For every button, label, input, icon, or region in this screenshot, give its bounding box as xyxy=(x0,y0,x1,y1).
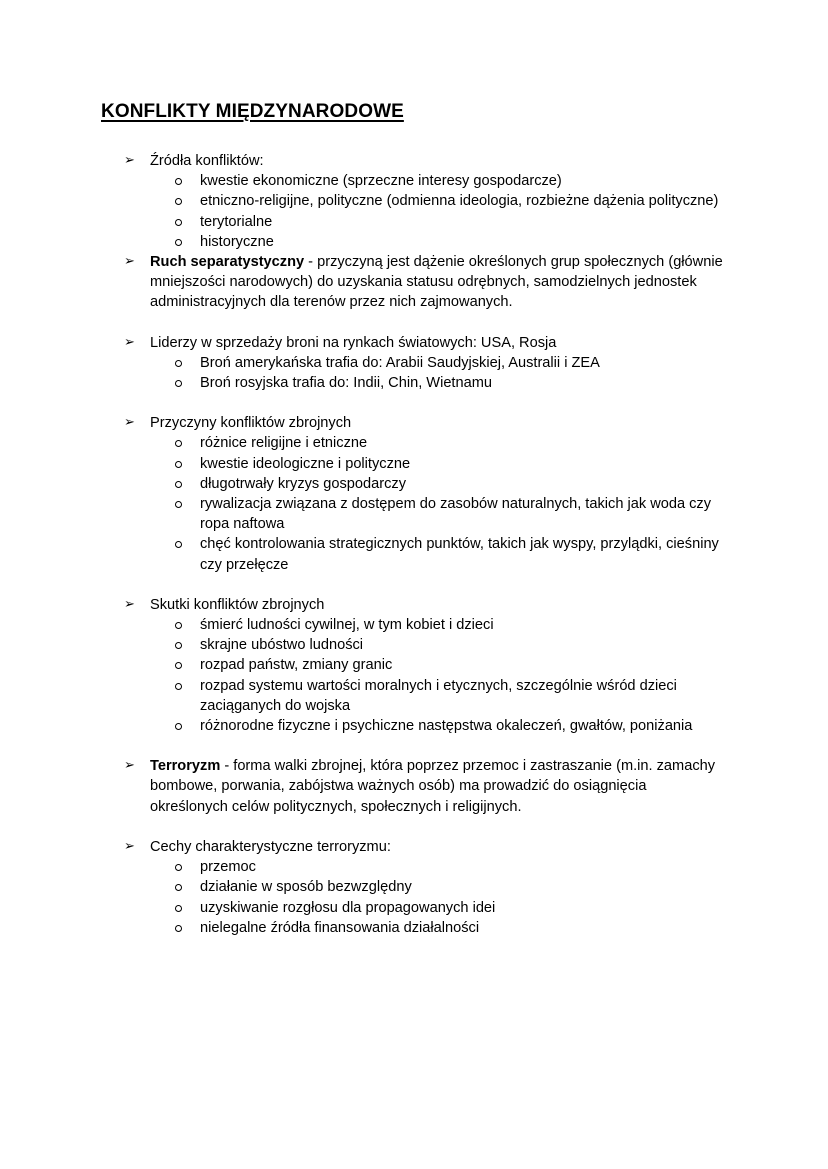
circle-bullet-icon xyxy=(175,642,182,649)
section-heading: Ruch separatystyczny - przyczyną jest dążenie określonych grup społecznych (głównie mniejszości narodowych) do uzyskania statusu odrębnych, samodzielnych jednostek administracyjnych dla terenów przez nich zajmowanych. xyxy=(150,254,723,311)
section-przyczyny-konfliktow xyxy=(124,413,724,575)
list-item: rozpad państw, zmiany granic xyxy=(200,655,724,675)
sub-list xyxy=(150,857,724,938)
list-item: uzyskiwanie rozgłosu dla propagowanych idei xyxy=(200,898,724,918)
list-item: rozpad systemu wartości moralnych i etycznych, szczególnie wśród dzieci zaciąganych do wojska xyxy=(200,676,724,716)
section-heading: Liderzy w sprzedaży broni na rynkach światowych: USA, Rosja xyxy=(150,334,557,351)
list-item: długotrwały kryzys gospodarczy xyxy=(200,474,724,494)
circle-bullet-icon xyxy=(175,501,182,508)
section-liderzy-broni xyxy=(124,333,724,394)
list-item: różnice religijne i etniczne xyxy=(200,433,724,453)
list-item: działanie w sposób bezwzględny xyxy=(200,877,724,897)
list-item: rywalizacja związana z dostępem do zasobów naturalnych, takich jak woda czy ropa naftowa xyxy=(200,494,724,534)
circle-bullet-icon xyxy=(175,541,182,548)
section-heading: Terroryzm - forma walki zbrojnej, która poprzez przemoc i zastraszanie (m.in. zamachy bombowe, porwania, zabójstwa ważnych osób) ma prowadzić do osiągnięcia określonych celów politycznych, społecznych i religijnych. xyxy=(150,758,716,815)
arrow-bullet-icon: ➢ xyxy=(124,596,135,612)
list-item: kwestie ekonomiczne (sprzeczne interesy gospodarcze) xyxy=(200,171,724,191)
sub-list xyxy=(150,171,724,252)
sub-list xyxy=(150,433,724,574)
list-item: terytorialne xyxy=(200,212,724,232)
circle-bullet-icon xyxy=(175,380,182,387)
circle-bullet-icon xyxy=(175,360,182,367)
circle-bullet-icon xyxy=(175,723,182,730)
circle-bullet-icon xyxy=(175,905,182,912)
section-heading: Źródła konfliktów: xyxy=(150,153,264,169)
section-heading: Cechy charakterystyczne terroryzmu: xyxy=(150,838,391,855)
circle-bullet-icon xyxy=(175,178,182,185)
circle-bullet-icon xyxy=(175,461,182,468)
section-skutki-konfliktow xyxy=(124,595,724,736)
arrow-bullet-icon: ➢ xyxy=(124,415,135,431)
section-heading: Skutki konfliktów zbrojnych xyxy=(150,596,325,613)
circle-bullet-icon xyxy=(175,219,182,226)
circle-bullet-icon xyxy=(175,925,182,932)
circle-bullet-icon xyxy=(175,864,182,871)
list-item: różnorodne fizyczne i psychiczne następstwa okaleczeń, gwałtów, poniżania xyxy=(200,716,724,736)
section-terroryzm xyxy=(124,756,724,817)
section-cechy-terroryzmu xyxy=(124,837,724,938)
arrow-bullet-icon: ➢ xyxy=(124,334,135,350)
page-title: KONFLIKTY MIĘDZYNARODOWE xyxy=(101,101,404,122)
list-item: nielegalne źródła finansowania działalności xyxy=(200,918,724,938)
arrow-bullet-icon: ➢ xyxy=(124,153,135,168)
section-heading: Przyczyny konfliktów zbrojnych xyxy=(150,415,352,432)
list-item: chęć kontrolowania strategicznych punktów, takich jak wyspy, przylądki, cieśniny czy przełęcze xyxy=(200,534,724,574)
circle-bullet-icon xyxy=(175,884,182,891)
circle-bullet-icon xyxy=(175,440,182,447)
term-bold: Terroryzm xyxy=(150,758,221,775)
circle-bullet-icon xyxy=(175,683,182,690)
list-item: kwestie ideologiczne i polityczne xyxy=(200,454,724,474)
sub-list xyxy=(150,353,724,393)
arrow-bullet-icon: ➢ xyxy=(124,254,135,270)
notes-list xyxy=(124,151,724,938)
list-item: śmierć ludności cywilnej, w tym kobiet i dzieci xyxy=(200,615,724,635)
arrow-bullet-icon: ➢ xyxy=(124,838,135,854)
list-item: skrajne ubóstwo ludności xyxy=(200,635,724,655)
section-ruch-separatystyczny xyxy=(124,252,724,313)
circle-bullet-icon xyxy=(175,481,182,488)
list-item: przemoc xyxy=(200,857,724,877)
section-zrodla-konfliktow xyxy=(124,151,724,252)
list-item: Broń rosyjska trafia do: Indii, Chin, Wietnamu xyxy=(200,373,724,393)
list-item: etniczno-religijne, polityczne (odmienna ideologia, rozbieżne dążenia polityczne) xyxy=(200,191,724,211)
sub-list xyxy=(150,615,724,736)
circle-bullet-icon xyxy=(175,662,182,669)
arrow-bullet-icon: ➢ xyxy=(124,758,135,774)
circle-bullet-icon xyxy=(175,239,182,246)
term-bold: Ruch separatystyczny xyxy=(150,254,305,271)
list-item: historyczne xyxy=(200,232,724,252)
list-item: Broń amerykańska trafia do: Arabii Saudyjskiej, Australii i ZEA xyxy=(200,353,724,373)
circle-bullet-icon xyxy=(175,622,182,629)
circle-bullet-icon xyxy=(175,198,182,205)
